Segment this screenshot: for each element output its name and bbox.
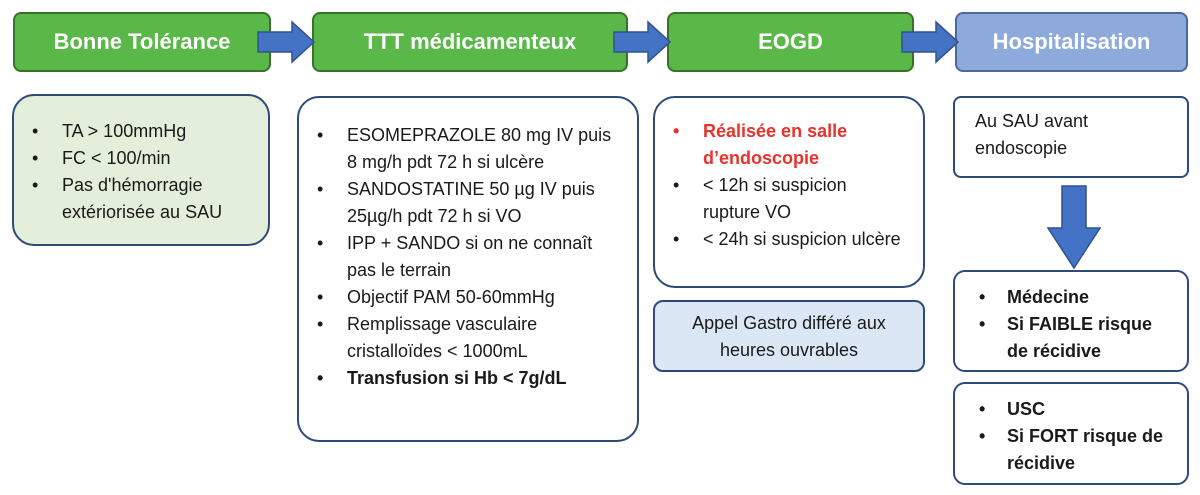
list-item: • FC < 100/min <box>32 148 171 168</box>
list-item: • Réalisée en salle d’endoscopie <box>673 121 848 168</box>
header-ttt-medicamenteux <box>312 12 628 72</box>
list-item: • IPP + SANDO si on ne connaît pas le terrain <box>317 233 593 280</box>
header-hospitalisation <box>955 12 1188 72</box>
eogd-box <box>653 96 925 288</box>
arrow-right-icon <box>900 20 960 64</box>
arrow-down-icon <box>1046 184 1102 270</box>
header-ttt-label: TTT médicamenteux <box>363 29 577 54</box>
ttt-medicamenteux-box <box>297 96 639 442</box>
eogd-list <box>655 118 923 253</box>
list-item: • Pas d'hémorragie extériorisée au SAU <box>32 175 223 222</box>
list-item: • < 24h si suspicion ulcère <box>673 229 901 249</box>
list-item: • Médecine <box>979 287 1090 307</box>
list-item: • ESOMEPRAZOLE 80 mg IV puis 8 mg/h pdt 72 h si ulcère <box>317 125 612 172</box>
tolerance-list <box>14 118 268 226</box>
header-eogd <box>667 12 914 72</box>
medecine-box <box>953 270 1189 372</box>
appel-gastro-text: Appel Gastro différé aux heures ouvrables <box>692 313 886 360</box>
list-item: • SANDOSTATINE 50 µg IV puis 25µg/h pdt 72 h si VO <box>317 179 595 226</box>
arrow-right-icon <box>612 20 672 64</box>
list-item: • TA > 100mmHg <box>32 121 187 141</box>
appel-gastro-box <box>653 300 925 372</box>
medecine-list <box>955 284 1187 365</box>
header-bonne-tolerance <box>13 12 271 72</box>
header-hospitalisation-label: Hospitalisation <box>992 29 1151 54</box>
tolerance-criteria-box <box>12 94 270 246</box>
list-item: • USC <box>979 399 1046 419</box>
list-item: • Objectif PAM 50-60mmHg <box>317 287 555 307</box>
arrow-right-icon <box>256 20 316 64</box>
list-item: • Transfusion si Hb < 7g/dL <box>317 368 567 388</box>
header-bonne-tolerance-label: Bonne Tolérance <box>53 29 231 54</box>
list-item: • Remplissage vasculaire cristalloïdes < 1000mL <box>317 314 538 361</box>
hospitalisation-sau-box <box>953 96 1189 178</box>
usc-list <box>955 396 1187 477</box>
header-eogd-label: EOGD <box>758 29 823 54</box>
list-item: • Si FORT risque de récidive <box>979 426 1164 473</box>
usc-box <box>953 382 1189 485</box>
ttt-list <box>299 122 637 392</box>
hospitalisation-sau-text: Au SAU avant endoscopie <box>975 111 1089 158</box>
list-item: • < 12h si suspicion rupture VO <box>673 175 847 222</box>
list-item: • Si FAIBLE risque de récidive <box>979 314 1153 361</box>
